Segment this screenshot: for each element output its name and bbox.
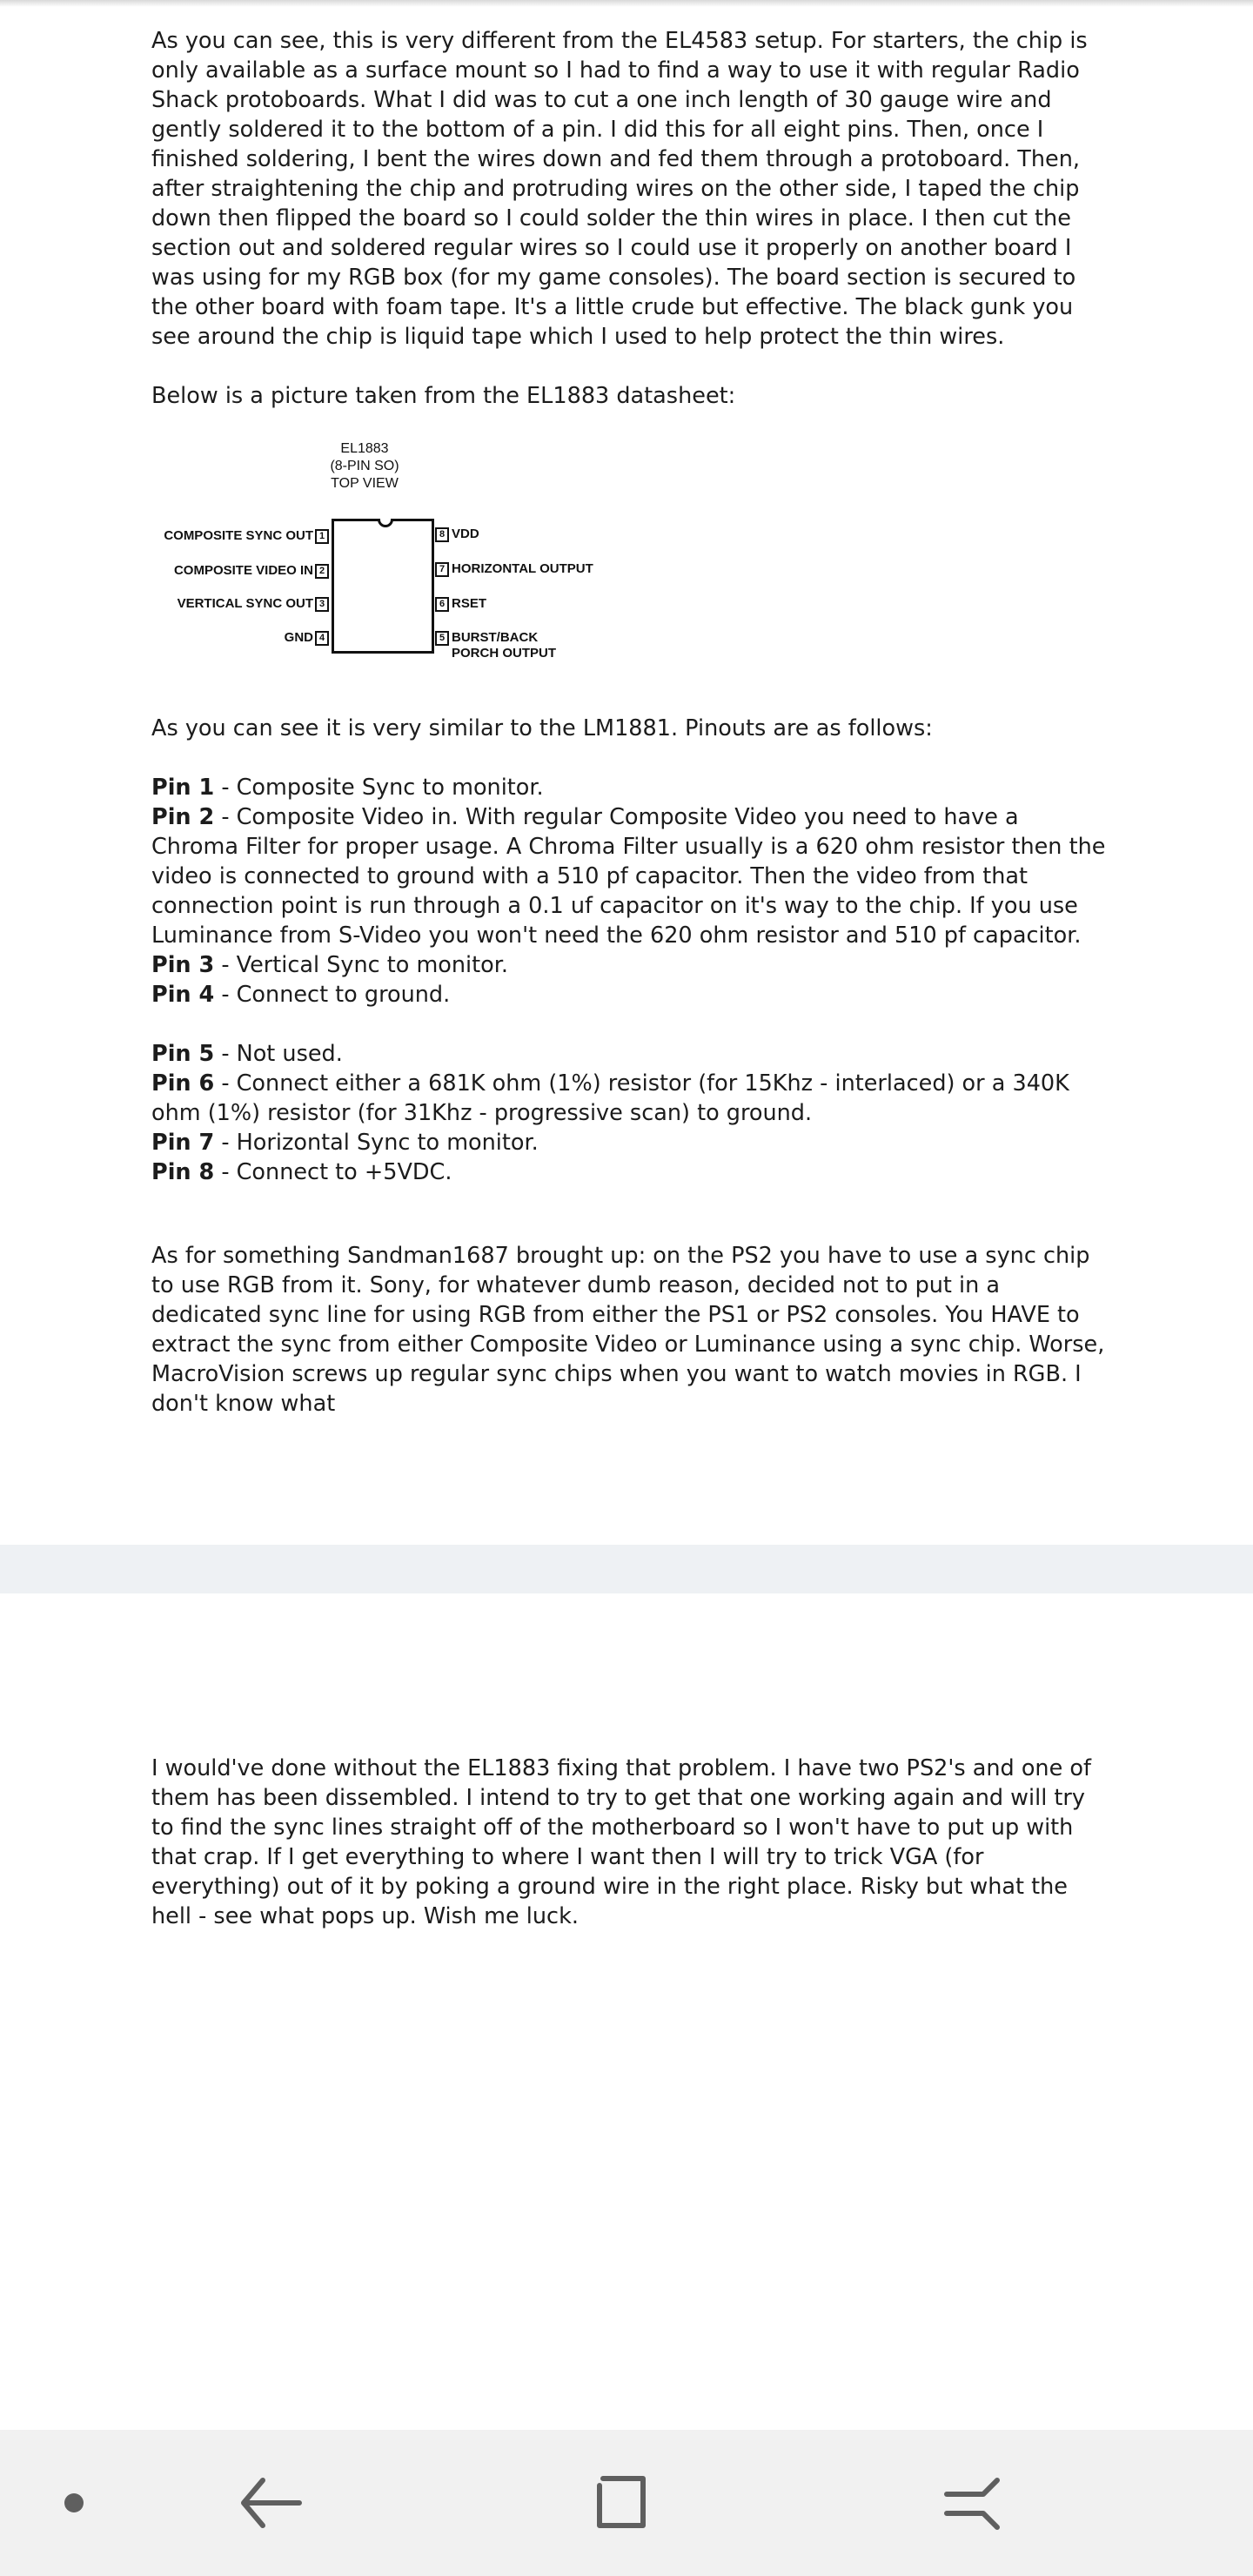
pin-item-1: Pin 1 - Composite Sync to monitor. (151, 775, 544, 801)
pinouts-intro: As you can see it is very similar to the LM1881. Pinouts are as follows: (151, 715, 933, 741)
dot-icon (57, 2485, 91, 2520)
pin-label-1: COMPOSITE SYNC OUT (164, 528, 313, 543)
chip-view: TOP VIEW (331, 476, 399, 491)
back-icon (237, 2468, 306, 2538)
pin-label-7: HORIZONTAL OUTPUT (452, 561, 593, 576)
pin-box-8: 8 (435, 527, 449, 542)
article-section-top (151, 26, 1109, 1419)
pin-list-a (151, 773, 1109, 1010)
pin-item-6: Pin 6 - Connect either a 681K ohm (1%) resistor (for 15Khz - interlaced) or a 340K ohm (1%) resistor (for 31Khz - progressive scan) to ground. (151, 1070, 1069, 1126)
top-shadow (0, 0, 1253, 7)
pin-box-1: 1 (315, 529, 329, 544)
pin-label-3: VERTICAL SYNC OUT (177, 596, 313, 611)
chip-package: (8-PIN SO) (330, 459, 399, 473)
chip-header (317, 440, 412, 493)
el1883-pinout-diagram (151, 440, 621, 693)
chip-body (332, 519, 434, 654)
pin-label-8: VDD (452, 527, 479, 541)
pin-label-5-line2: PORCH OUTPUT (452, 646, 556, 661)
pin-box-5: 5 (435, 631, 449, 646)
pin-label-2: COMPOSITE VIDEO IN (173, 563, 313, 578)
pin-label-5: BURST/BACK (452, 630, 539, 645)
pin-item-8: Pin 8 - Connect to +5VDC. (151, 1159, 452, 1185)
page-break-divider (0, 1545, 1253, 1593)
intro-paragraph: As you can see, this is very different from the EL4583 setup. For starters, the chip is only available as a surface mount so I had to find a way to use it with regular Radio Shack protoboards. What I did was to cut a one inch length of 30 gauge wire and gently soldered it to the bottom of a pin. I did this for all eight pins. Then, once I finished soldering, I bent the wires down and fed them through a protoboard. Then, after straightening the chip and protruding wires on the other side, I taped the chip down then flipped the board so I could solder the thin wires in place. I then cut the section out and soldered regular wires so I could use it properly on another board I was using for my RGB box (for my game consoles). The board section is secured to the other board with foam tape. It's a little crude but effective. The black gunk you see around the chip is liquid tape which I used to help protect the thin wires. (151, 28, 1088, 350)
pin-box-6: 6 (435, 597, 449, 612)
dot-button[interactable] (30, 2459, 117, 2546)
ps2-paragraph-part2: I would've done without the EL1883 fixing that problem. I have two PS2's and one of them has been dissembled. I intend to try to get that one working again and will try to find the sync lines straight off of the motherboard so I won't have to put up with that crap. If I get everything to where I want then I will try to trick VGA (for everything) out of it by poking a ground wire in the right place. Risky but what the hell - see what pops up. Wish me luck. (151, 1755, 1091, 1929)
diagram-caption: Below is a picture taken from the EL1883 datasheet: (151, 383, 736, 409)
system-navigation-bar (0, 2430, 1253, 2576)
pin-list-b (151, 1039, 1109, 1187)
pin-item-3: Pin 3 - Vertical Sync to monitor. (151, 952, 508, 978)
recents-button[interactable] (929, 2459, 1016, 2546)
home-square-icon (587, 2468, 657, 2538)
pin-label-4: GND (284, 630, 313, 645)
article-section-bottom (151, 1754, 1109, 1931)
recents-icon (938, 2468, 1008, 2538)
pin-box-7: 7 (435, 562, 449, 577)
home-button[interactable] (579, 2459, 666, 2546)
chip-notch (378, 519, 393, 527)
pin-item-4: Pin 4 - Connect to ground. (151, 982, 451, 1008)
pin-item-5: Pin 5 - Not used. (151, 1041, 343, 1067)
pin-box-4: 4 (315, 631, 329, 646)
chip-name: EL1883 (340, 441, 389, 456)
pin-box-3: 3 (315, 597, 329, 612)
back-button[interactable] (228, 2459, 315, 2546)
pin-item-7: Pin 7 - Horizontal Sync to monitor. (151, 1130, 539, 1156)
pin-label-6: RSET (452, 596, 487, 611)
pin-box-2: 2 (315, 564, 329, 579)
ps2-paragraph-part1: As for something Sandman1687 brought up: on the PS2 you have to use a sync chip to use RGB from it. Sony, for whatever dumb reason, decided not to put in a dedicated sync line for using RGB from either the PS1 or PS2 consoles. You HAVE to extract the sync from either Composite Video or Luminance using a sync chip. Worse, MacroVision screws up regular sync chips when you want to watch movies in RGB. I don't know what (151, 1243, 1105, 1417)
pin-item-2: Pin 2 - Composite Video in. With regular Composite Video you need to have a Chroma Filter for proper usage. A Chroma Filter usually is a 620 ohm resistor then the video is connected to ground with a 510 pf capacitor. Then the video from that connection point is run through a 0.1 uf capacitor on it's way to the chip. If you use Luminance from S-Video you won't need the 620 ohm resistor and 510 pf capacitor. (151, 804, 1106, 949)
